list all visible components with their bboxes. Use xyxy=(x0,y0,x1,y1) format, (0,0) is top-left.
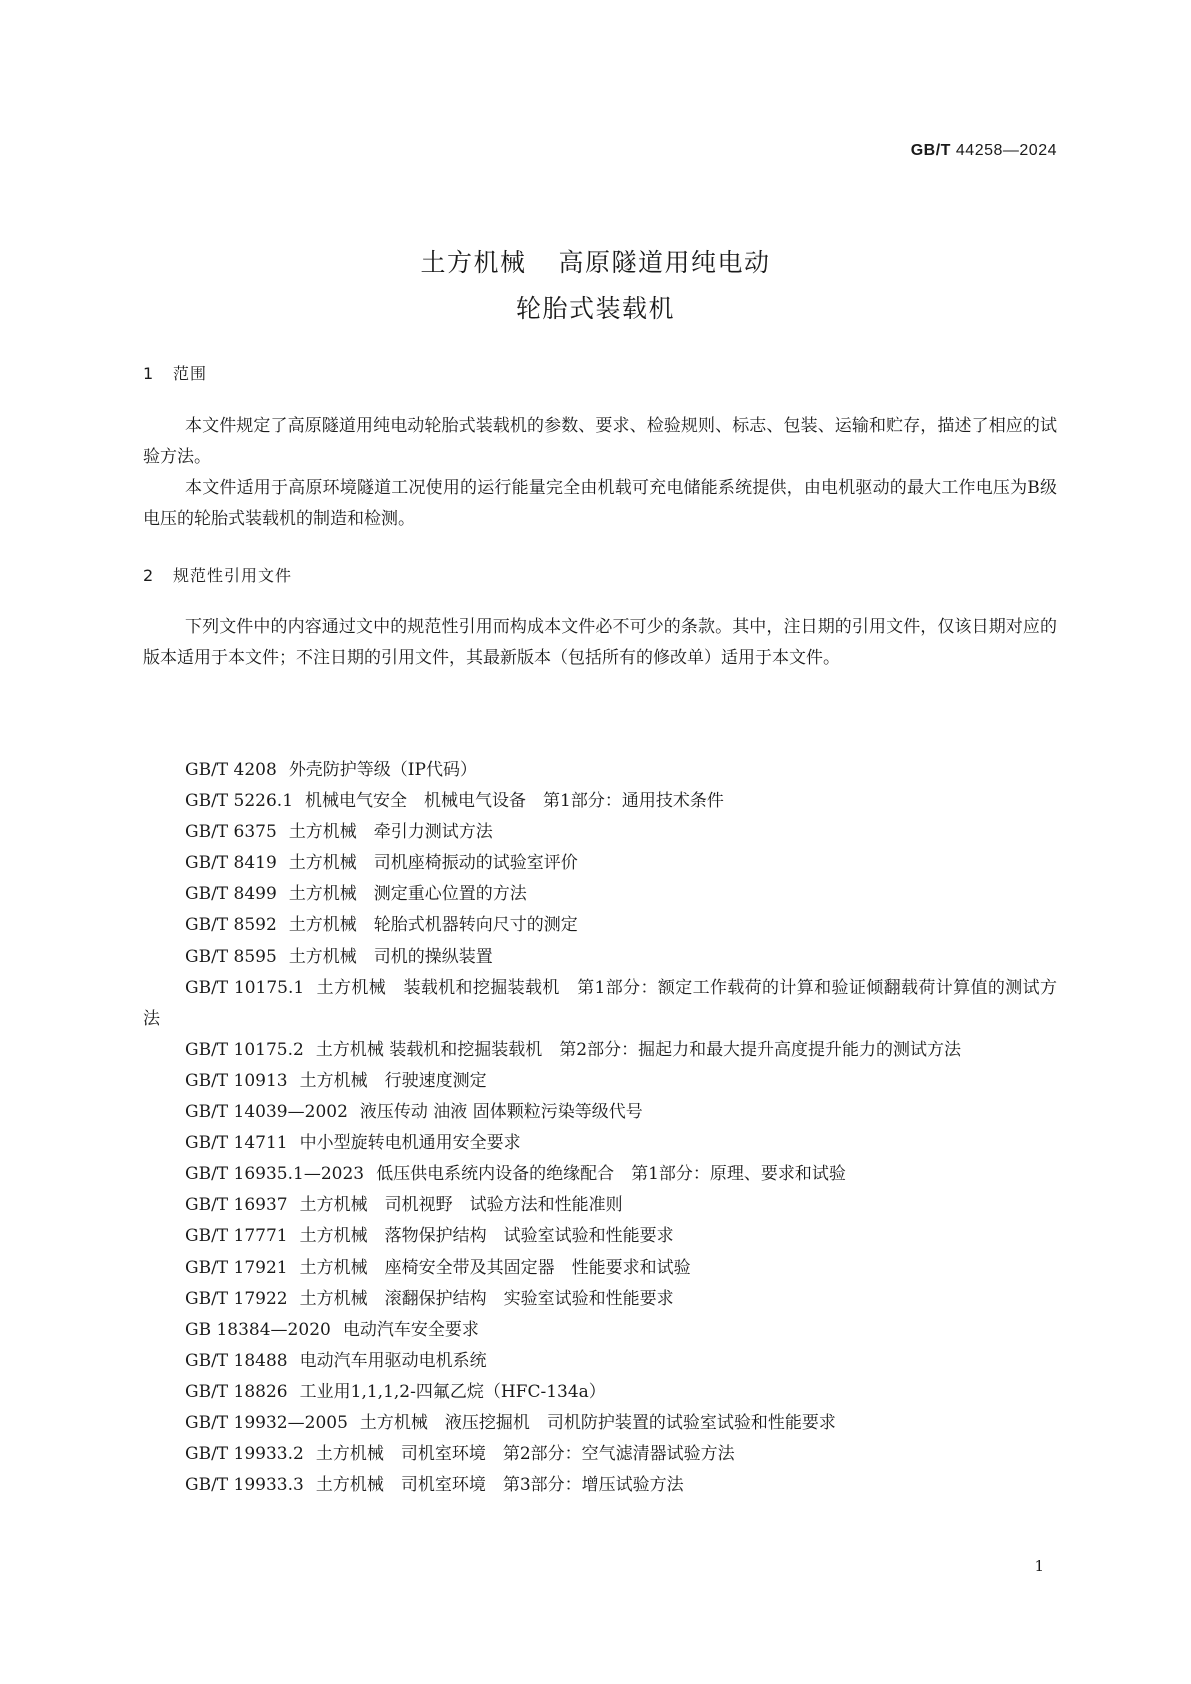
section-1-paragraph-1: 本文件规定了高原隧道用纯电动轮胎式装载机的参数、要求、检验规则、标志、包装、运输和贮存，描述了相应的试验方法。 xyxy=(143,416,1057,467)
reference-item xyxy=(143,1066,1057,1097)
reference-item xyxy=(143,942,1057,973)
reference-code: GB/T 19932—2005 xyxy=(185,1412,348,1433)
reference-item xyxy=(143,1159,1057,1190)
reference-item xyxy=(143,1097,1057,1128)
reference-item xyxy=(143,755,1057,786)
reference-code: GB/T 8419 xyxy=(185,853,277,874)
reference-title: 外壳防护等级（IP代码） xyxy=(288,760,477,780)
reference-title: 土方机械 轮胎式机器转向尺寸的测定 xyxy=(288,915,578,936)
reference-list xyxy=(143,755,1057,1501)
reference-item xyxy=(143,1128,1057,1159)
reference-title: 低压供电系统内设备的绝缘配合 第1部分：原理、要求和试验 xyxy=(376,1164,846,1185)
reference-title: 土方机械 司机视野 试验方法和性能准则 xyxy=(299,1195,623,1216)
reference-item xyxy=(143,1439,1057,1470)
reference-title: 土方机械 行驶速度测定 xyxy=(299,1070,487,1091)
title-line-2: 轮胎式装载机 xyxy=(515,294,675,323)
reference-title: 电动汽车用驱动电机系统 xyxy=(299,1350,487,1371)
standard-prefix: GB/T xyxy=(910,142,951,159)
section-2-intro: 下列文件中的内容通过文中的规范性引用而构成本文件必不可少的条款。其中，注日期的引用文件，仅该日期对应的版本适用于本文件；不注日期的引用文件，其最新版本（包括所有的修改单）适用于本文件。 xyxy=(143,617,1057,668)
reference-code: GB 18384—2020 xyxy=(185,1319,331,1340)
section-1-number: 1 xyxy=(143,364,155,383)
reference-item xyxy=(143,1284,1057,1315)
reference-code: GB/T 16935.1—2023 xyxy=(185,1164,365,1185)
reference-code: GB/T 17922 xyxy=(185,1288,288,1309)
reference-title: 土方机械 司机室环境 第2部分：空气滤清器试验方法 xyxy=(315,1444,735,1465)
reference-code: GB/T 14711 xyxy=(185,1133,288,1154)
standard-number: 44258—2024 xyxy=(955,142,1057,159)
reference-item xyxy=(143,1253,1057,1284)
reference-item xyxy=(143,1315,1057,1346)
reference-code: GB/T 8499 xyxy=(185,884,277,905)
section-1-paragraph-2: 本文件适用于高原环境隧道工况使用的运行能量完全由机载可充电储能系统提供，由电机驱动的最大工作电压为B级电压的轮胎式装载机的制造和检测。 xyxy=(143,478,1057,529)
reference-title: 土方机械 司机座椅振动的试验室评价 xyxy=(288,853,578,874)
reference-item xyxy=(143,879,1057,910)
reference-code: GB/T 19933.3 xyxy=(185,1475,304,1496)
title-line-1 xyxy=(0,240,1191,286)
page-number: 1 xyxy=(1034,1557,1044,1575)
reference-code: GB/T 14039—2002 xyxy=(185,1102,348,1123)
standard-code xyxy=(911,142,1057,160)
reference-item xyxy=(143,1190,1057,1221)
reference-code: GB/T 18488 xyxy=(185,1350,288,1371)
reference-item xyxy=(143,910,1057,941)
reference-title: 土方机械 液压挖掘机 司机防护装置的试验室试验和性能要求 xyxy=(359,1412,836,1433)
reference-item xyxy=(143,973,1057,1035)
reference-title: 液压传动 油液 固体颗粒污染等级代号 xyxy=(359,1102,643,1123)
reference-item xyxy=(143,1221,1057,1252)
reference-title: 土方机械 司机室环境 第3部分：增压试验方法 xyxy=(315,1475,684,1496)
reference-title: 土方机械 滚翻保护结构 实验室试验和性能要求 xyxy=(299,1288,674,1309)
reference-code: GB/T 10175.1 xyxy=(185,977,305,998)
section-2-title: 规范性引用文件 xyxy=(173,566,293,585)
reference-code: GB/T 6375 xyxy=(185,822,277,843)
reference-code: GB/T 17921 xyxy=(185,1257,288,1278)
section-1-heading xyxy=(143,361,207,384)
reference-title: 土方机械 司机的操纵装置 xyxy=(288,946,493,967)
reference-item xyxy=(143,1346,1057,1377)
reference-item xyxy=(143,1408,1057,1439)
document-title xyxy=(0,240,1191,332)
reference-item xyxy=(143,786,1057,817)
reference-code: GB/T 10175.2 xyxy=(185,1039,304,1060)
reference-title: 土方机械 座椅安全带及其固定器 性能要求和试验 xyxy=(299,1257,691,1278)
reference-code: GB/T 8595 xyxy=(185,946,277,967)
reference-item xyxy=(143,817,1057,848)
reference-title: 机械电气安全 机械电气设备 第1部分：通用技术条件 xyxy=(305,791,724,812)
section-1-title: 范围 xyxy=(173,364,208,383)
reference-code: GB/T 5226.1 xyxy=(185,791,294,812)
reference-title: 工业用1,1,1,2-四氟乙烷（HFC-134a） xyxy=(299,1381,606,1402)
reference-title: 中小型旋转电机通用安全要求 xyxy=(299,1133,521,1154)
reference-title: 土方机械 牵引力测试方法 xyxy=(288,822,493,843)
section-2-heading xyxy=(143,563,292,586)
reference-title: 电动汽车安全要求 xyxy=(342,1319,479,1340)
reference-item xyxy=(143,1377,1057,1408)
title-part-2: 高原隧道用纯电动 xyxy=(558,248,771,277)
reference-item xyxy=(143,1470,1057,1501)
reference-code: GB/T 10913 xyxy=(185,1070,288,1091)
section-2-number: 2 xyxy=(143,566,155,585)
reference-item xyxy=(143,848,1057,879)
reference-title: 土方机械 测定重心位置的方法 xyxy=(288,884,527,905)
reference-code: GB/T 4208 xyxy=(185,760,277,780)
reference-title: 土方机械 装载机和挖掘装载机 第2部分：掘起力和最大提升高度提升能力的测试方法 xyxy=(315,1039,962,1060)
reference-code: GB/T 19933.2 xyxy=(185,1444,304,1465)
title-part-1: 土方机械 xyxy=(420,248,527,277)
reference-title: 土方机械 装载机和挖掘装载机 第1部分：额定工作载荷的计算和验证倾翻载荷计算值的测试方法 xyxy=(143,977,1057,1029)
reference-code: GB/T 18826 xyxy=(185,1381,288,1402)
reference-title: 土方机械 落物保护结构 试验室试验和性能要求 xyxy=(299,1226,674,1247)
reference-code: GB/T 8592 xyxy=(185,915,277,936)
reference-code: GB/T 16937 xyxy=(185,1195,288,1216)
reference-code: GB/T 17771 xyxy=(185,1226,288,1247)
reference-item xyxy=(143,1035,1057,1066)
